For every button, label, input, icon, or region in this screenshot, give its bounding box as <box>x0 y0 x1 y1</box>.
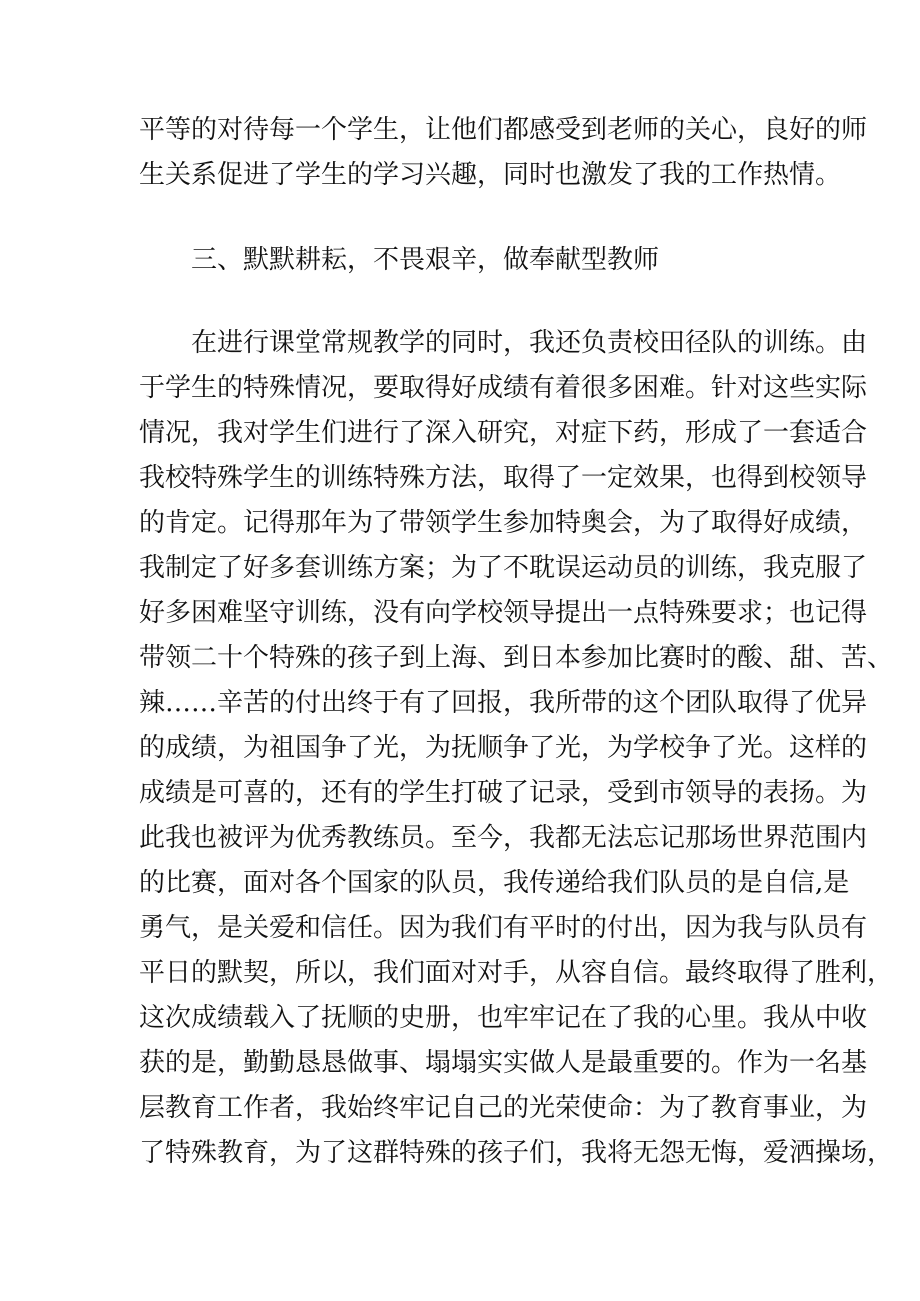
text-line: 成绩是可喜的，还有的学生打破了记录，受到市领导的表扬。为 <box>139 778 868 808</box>
spacer <box>139 283 789 321</box>
text-line: 我校特殊学生的训练特殊方法，取得了一定效果，也得到校领导 <box>139 463 868 493</box>
section-heading: 三、默默耕耘，不畏艰辛，做奉献型教师 <box>191 245 660 275</box>
text-line: 勇气，是关爱和信任。因为我们有平时的付出，因为我与队员有 <box>139 913 868 943</box>
paragraph-2 <box>139 321 894 1176</box>
text-line: 于学生的特殊情况，要取得好成绩有着很多困难。针对这些实际 <box>139 373 868 403</box>
text-line: 此我也被评为优秀教练员。至今，我都无法忘记那场世界范围内 <box>139 823 868 853</box>
text-line: 生关系促进了学生的学习兴趣，同时也激发了我的工作热情。 <box>139 160 842 190</box>
text-line: 在进行课堂常规教学的同时，我还负责校田径队的训练。由 <box>191 328 868 358</box>
spacer <box>139 198 789 238</box>
text-line: 我制定了好多套训练方案；为了不耽误运动员的训练，我克服了 <box>139 553 868 583</box>
paragraph-1 <box>139 108 868 198</box>
text-line: 获的是，勤勤恳恳做事、塌塌实实做人是最重要的。作为一名基 <box>139 1048 868 1078</box>
document-body <box>139 108 894 1176</box>
text-line: 情况，我对学生们进行了深入研究，对症下药，形成了一套适合 <box>139 418 868 448</box>
text-line: 了特殊教育，为了这群特殊的孩子们，我将无怨无悔，爱洒操场， <box>139 1138 894 1168</box>
section-3 <box>139 238 789 283</box>
text-line: 辣……辛苦的付出终于有了回报，我所带的这个团队取得了优异 <box>139 688 868 718</box>
text-line: 的比赛，面对各个国家的队员，我传递给我们队员的是自信,是 <box>139 868 850 898</box>
text-line: 好多困难坚守训练，没有向学校领导提出一点特殊要求；也记得 <box>139 598 868 628</box>
text-line: 平等的对待每一个学生，让他们都感受到老师的关心，良好的师 <box>139 115 868 145</box>
text-line: 平日的默契，所以，我们面对对手，从容自信。最终取得了胜利， <box>139 958 894 988</box>
text-line: 的成绩，为祖国争了光，为抚顺争了光，为学校争了光。这样的 <box>139 733 868 763</box>
text-line: 的肯定。记得那年为了带领学生参加特奥会，为了取得好成绩， <box>139 508 868 538</box>
text-line: 这次成绩载入了抚顺的史册，也牢牢记在了我的心里。我从中收 <box>139 1003 868 1033</box>
text-line: 层教育工作者，我始终牢记自己的光荣使命：为了教育事业，为 <box>139 1093 868 1123</box>
text-line: 带领二十个特殊的孩子到上海、到日本参加比赛时的酸、甜、苦、 <box>139 643 894 673</box>
